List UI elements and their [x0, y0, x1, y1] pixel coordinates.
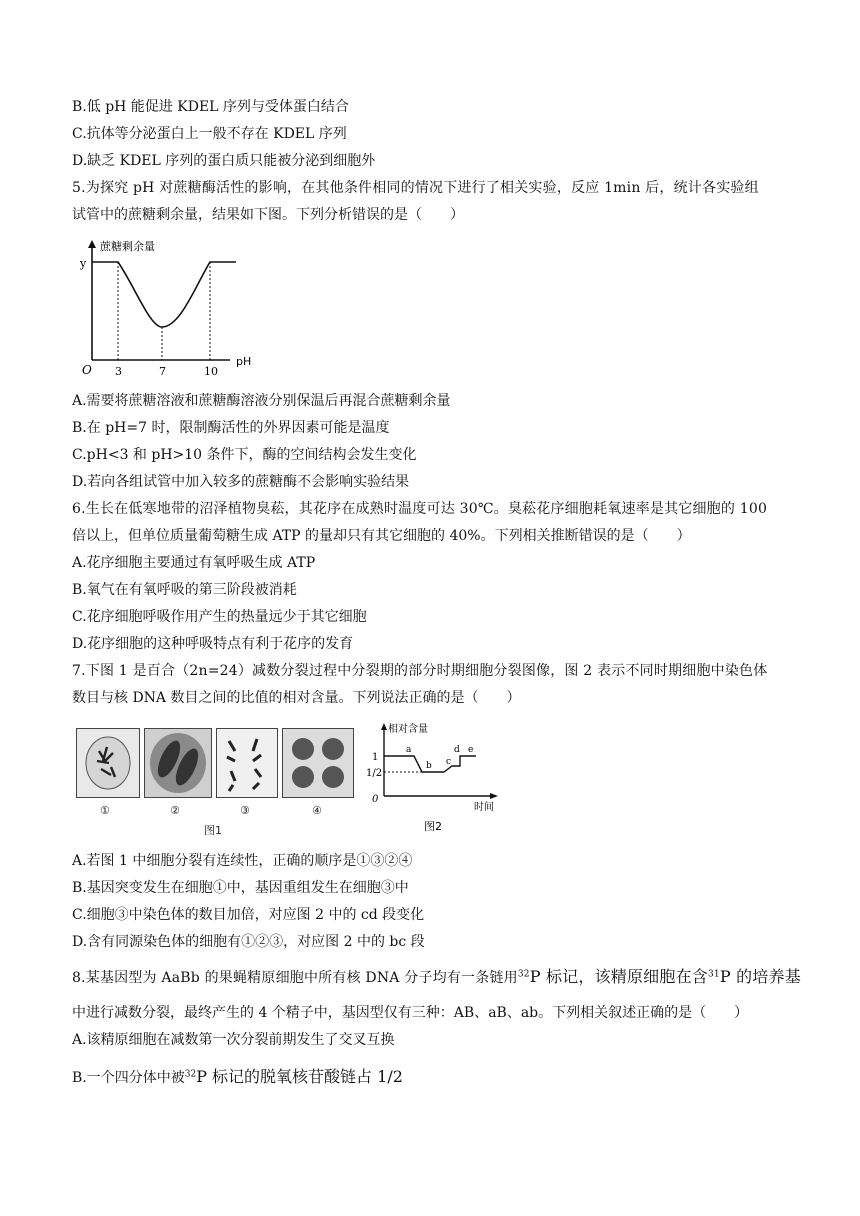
cell-image-2 [144, 728, 212, 798]
fig5-xtick-7: 7 [159, 365, 166, 378]
question-6-stem-2: 倍以上，但单位质量葡萄糖生成 ATP 的量却只有其它细胞的 40%。下列相关推断错误的是（ ） [72, 528, 691, 544]
figure-q7-fig1 [76, 726, 366, 836]
fig5-ylabel: 蔗糖剩余量 [100, 240, 155, 253]
option-7A: A.若图 1 中细胞分裂有连续性，正确的顺序是①③②④ [72, 853, 413, 869]
option-6C: C.花序细胞呼吸作用产生的热量远少于其它细胞 [72, 609, 367, 625]
option-6B: B.氧气在有氧呼吸的第三阶段被消耗 [72, 582, 297, 598]
fig1-label-1: ① [100, 804, 110, 817]
q8-isotope-32: 32 [517, 969, 530, 980]
cell-image-4 [282, 728, 354, 798]
question-5-stem-1: 5.为探究 pH 对蔗糖酶活性的影响，在其他条件相同的情况下进行了相关实验，反应 1min 后，统计各实验组 [72, 180, 759, 196]
fig2-point-e: e [468, 745, 474, 755]
option-7B: B.基因突变发生在细胞①中，基因重组发生在细胞③中 [72, 880, 409, 896]
question-8-stem-1 [72, 967, 801, 988]
question-6-stem-1: 6.生长在低寒地带的沼泽植物臭菘，其花序在成熟时温度可达 30℃。臭菘花序细胞耗氧速率是其它细胞的 100 [72, 501, 768, 517]
option-5D: D.若向各组试管中加入较多的蔗糖酶不会影响实验结果 [72, 474, 410, 490]
figure-q7-fig2 [366, 718, 506, 838]
option-8A: A.该精原细胞在减数第一次分裂前期发生了交叉互换 [72, 1032, 395, 1048]
q8B-part-2: P 标记的脱氧核苷酸链占 1/2 [196, 1067, 403, 1086]
question-7-stem-2: 数目与核 DNA 数目之间的比值的相对含量。下列说法正确的是（ ） [72, 690, 521, 706]
fig2-point-c: c [446, 757, 452, 767]
fig5-origin: O [82, 363, 92, 377]
fig2-caption: 图2 [424, 820, 442, 833]
fig2-ytick-0: 0 [372, 794, 379, 805]
fig2-point-d: d [454, 745, 460, 755]
question-5-stem-2: 试管中的蔗糖剩余量，结果如下图。下列分析错误的是（ ） [72, 207, 464, 223]
option-4B: B.低 pH 能促进 KDEL 序列与受体蛋白结合 [72, 99, 349, 115]
option-4C: C.抗体等分泌蛋白上一般不存在 KDEL 序列 [72, 126, 347, 142]
fig5-xtick-10: 10 [204, 365, 218, 378]
q8B-isotope-32: 32 [184, 1069, 197, 1080]
fig2-point-b: b [426, 761, 432, 771]
q8-stem-part-1: 8.某基因型为 AaBb 的果蝇精原细胞中所有核 DNA 分子均有一条链用 [72, 970, 518, 986]
option-5C: C.pH<3 和 pH>10 条件下，酶的空间结构会发生变化 [72, 447, 417, 463]
fig1-label-4: ④ [312, 804, 322, 817]
option-7C: C.细胞③中染色体的数目加倍，对应图 2 中的 cd 段变化 [72, 907, 425, 923]
option-8B [72, 1067, 403, 1088]
q8-stem-part-2: P 标记，该精原细胞在含 [529, 967, 708, 986]
question-7-stem-1: 7.下图 1 是百合（2n=24）减数分裂过程中分裂期的部分时期细胞分裂图像，图 2 表示不同时期细胞中染色体 [72, 663, 768, 679]
fig5-y-tick: y [80, 257, 87, 270]
fig5-xlabel: pH [236, 355, 252, 368]
fig5-xtick-3: 3 [115, 365, 122, 378]
option-7D: D.含有同源染色体的细胞有①②③，对应图 2 中的 bc 段 [72, 934, 425, 950]
fig2-xlabel: 时间 [474, 802, 494, 813]
q8B-part-1: B.一个四分体中被 [72, 1070, 185, 1086]
fig1-label-2: ② [170, 804, 180, 817]
cell-image-1 [76, 728, 140, 798]
fig2-ylabel: 相对含量 [388, 724, 428, 735]
fig2-ytick-1: 1 [372, 752, 379, 763]
q8-stem-part-3: P 的培养基 [719, 967, 801, 986]
option-6A: A.花序细胞主要通过有氧呼吸生成 ATP [72, 555, 316, 571]
fig2-point-a: a [406, 745, 412, 755]
cell-image-3 [216, 728, 278, 798]
figure-q5-sucrose-chart [80, 232, 270, 382]
option-6D: D.花序细胞的这种呼吸特点有利于花序的发育 [72, 636, 354, 652]
fig1-label-3: ③ [240, 804, 250, 817]
fig2-ytick-half: 1/2 [366, 768, 383, 779]
question-8-stem-2: 中进行减数分裂，最终产生的 4 个精子中，基因型仅有三种：AB、aB、ab。下列相关叙述正确的是（ ） [72, 1005, 749, 1021]
option-4D: D.缺乏 KDEL 序列的蛋白质只能被分泌到细胞外 [72, 153, 376, 169]
option-5A: A.需要将蔗糖溶液和蔗糖酶溶液分别保温后再混合蔗糖剩余量 [72, 393, 451, 409]
option-5B: B.在 pH=7 时，限制酶活性的外界因素可能是温度 [72, 420, 390, 436]
q8-isotope-31: 31 [707, 969, 720, 980]
fig1-caption: 图1 [204, 824, 222, 837]
